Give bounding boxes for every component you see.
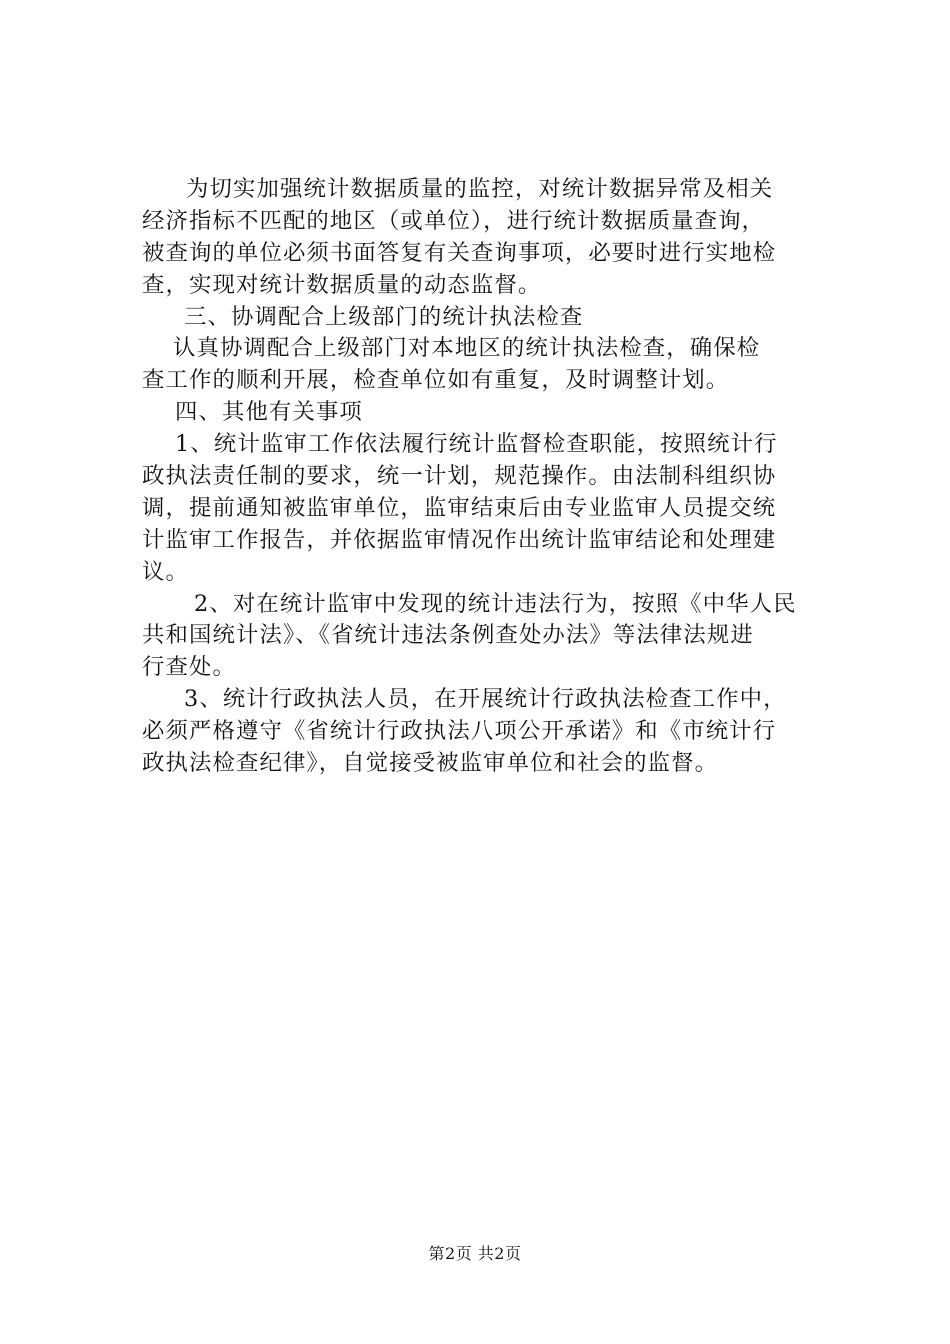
item-2-line-1: 2、对在统计监审中发现的统计违法行为，按照《中华人民 (194, 590, 797, 617)
paragraph-1-line-3: 被查询的单位必须书面答复有关查询事项，必要时进行实地检 (142, 239, 777, 266)
item-2-line-3: 行查处。 (142, 654, 236, 681)
section-heading-4: 四、其他有关事项 (175, 399, 363, 426)
item-1-line-2: 政执法责任制的要求，统一计划，规范操作。由法制科组织协 (142, 463, 777, 490)
paragraph-1-line-1: 为切实加强统计数据质量的监控，对统计数据异常及相关 (186, 176, 774, 202)
item-1-line-1: 1、统计监审工作依法履行统计监督检查职能，按照统计行 (175, 431, 778, 458)
document-body (142, 174, 832, 780)
paragraph-1-line-2: 经济指标不匹配的地区（或单位），进行统计数据质量查询， (142, 207, 766, 234)
item-1-line-4: 计监审工作报告，并依据监审情况作出统计监审结论和处理建 (142, 526, 777, 553)
item-1-line-5: 议。 (142, 558, 189, 585)
item-3-line-3: 政执法检查纪律》，自觉接受被监审单位和社会的监督。 (142, 750, 719, 777)
section-heading-3: 三、协调配合上级部门的统计执法检查 (184, 303, 584, 330)
item-3-line-2: 必须严格遵守《省统计行政执法八项公开承诺》和《市统计行 (142, 718, 777, 745)
item-3-line-1: 3、统计行政执法人员，在开展统计行政执法检查工作中， (184, 686, 787, 713)
paragraph-2-line-2: 查工作的顺利开展，检查单位如有重复，及时调整计划。 (142, 367, 730, 394)
page-number-footer: 第2页 共2页 (428, 1244, 522, 1263)
paragraph-1-line-4: 查，实现对统计数据质量的动态监督。 (142, 271, 542, 298)
item-2-line-2: 共和国统计法》、《省统计违法条例查处办法》等法律法规进 (142, 622, 754, 649)
paragraph-2-line-1: 认真协调配合上级部门对本地区的统计执法检查，确保检 (173, 335, 761, 362)
item-1-line-3: 调，提前通知被监审单位，监审结束后由专业监审人员提交统 (142, 494, 777, 521)
